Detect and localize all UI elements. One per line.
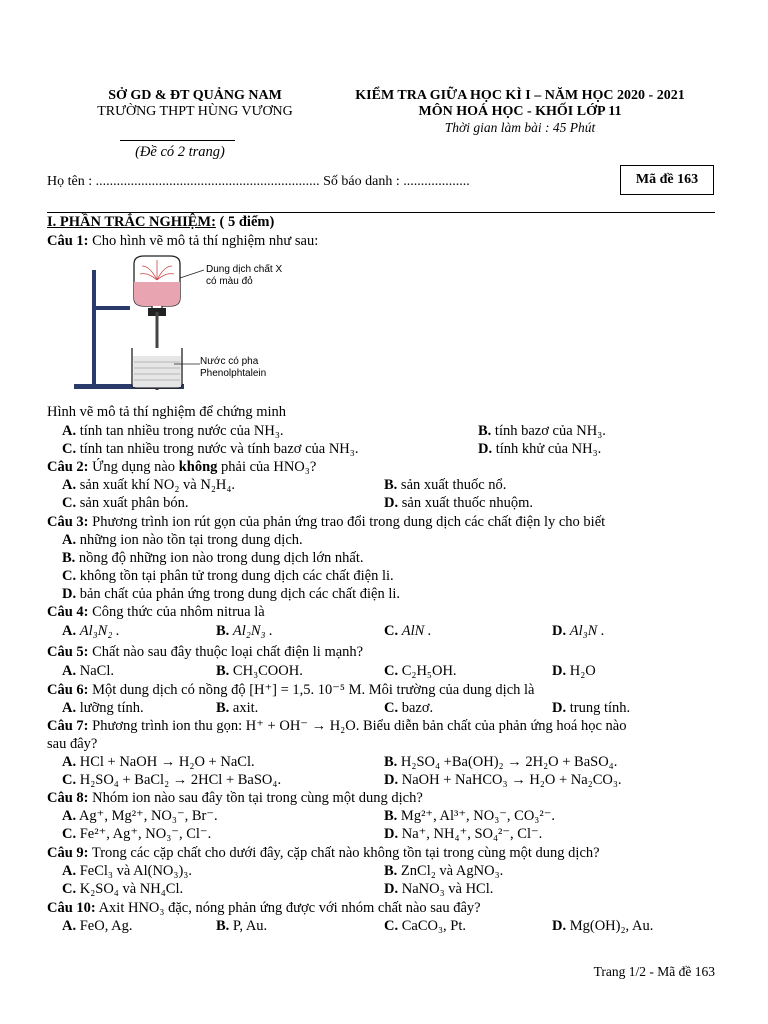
diagram-label-solution: Dung dịch chất X bbox=[206, 264, 283, 275]
question-text: Phương trình ion thu gọn: H⁺ + OH⁻ → H₂O. Biểu diễn bản chất của phản ứng hoá học nào bbox=[88, 718, 627, 734]
question-7 bbox=[47, 718, 627, 735]
option-text: lưỡng tính. bbox=[79, 700, 144, 716]
option-text: Mg²⁺, Al³⁺, NO₃⁻, CO₃²⁻. bbox=[400, 808, 555, 824]
exam-title: KIỂM TRA GIỮA HỌC KÌ I – NĂM HỌC 2020 - 2021 bbox=[355, 88, 685, 103]
header-divider bbox=[120, 140, 235, 141]
section-points: ( 5 điểm) bbox=[215, 214, 275, 230]
option-text: tính tan nhiều trong nước và tính bazơ của NH₃. bbox=[79, 441, 359, 457]
q6-option-d[interactable] bbox=[552, 700, 630, 717]
option-letter: B. bbox=[478, 423, 492, 439]
q9-option-b[interactable] bbox=[384, 863, 503, 880]
option-text: NaCl. bbox=[79, 663, 114, 679]
option-letter: D. bbox=[384, 826, 399, 842]
option-text: FeO, Ag. bbox=[79, 918, 133, 934]
q6-option-a[interactable] bbox=[62, 700, 144, 717]
option-text: sản xuất phân bón. bbox=[79, 495, 189, 511]
subject-title: MÔN HOÁ HỌC - KHỐI LỚP 11 bbox=[418, 104, 622, 119]
q10-option-b[interactable] bbox=[216, 918, 267, 935]
q1-option-c[interactable] bbox=[62, 441, 358, 458]
option-letter: D. bbox=[384, 772, 399, 788]
q10-option-c[interactable] bbox=[384, 918, 466, 935]
q4-option-a[interactable] bbox=[62, 623, 120, 640]
question-text: Ứng dụng nào bbox=[88, 459, 179, 475]
stand-clamp bbox=[92, 306, 130, 310]
q2-option-a[interactable] bbox=[62, 477, 235, 494]
school-name: TRƯỜNG THPT HÙNG VƯƠNG bbox=[97, 104, 293, 119]
option-letter: D. bbox=[384, 495, 399, 511]
option-text: ZnCl₂ và AgNO₃. bbox=[400, 863, 504, 879]
question-number: Câu 6: bbox=[47, 682, 89, 698]
question-number: Câu 3: bbox=[47, 514, 89, 530]
option-text: sản xuất thuốc nổ. bbox=[400, 477, 507, 493]
question-number: Câu 2: bbox=[47, 459, 89, 475]
label-leader-1 bbox=[180, 270, 204, 278]
q6-option-b[interactable] bbox=[216, 700, 258, 717]
option-text: NaNO₃ và HCl. bbox=[401, 881, 494, 897]
option-letter: C. bbox=[384, 663, 399, 679]
q2-option-c[interactable] bbox=[62, 495, 188, 512]
q3-option-b[interactable] bbox=[62, 550, 363, 567]
question-number: Câu 4: bbox=[47, 604, 89, 620]
option-letter: D. bbox=[552, 663, 567, 679]
question-text: Phương trình ion rút gọn của phản ứng trao đổi trong dung dịch các chất điện ly cho biết bbox=[88, 514, 606, 530]
option-letter: C. bbox=[62, 881, 77, 897]
option-letter: D. bbox=[62, 586, 77, 602]
option-letter: A. bbox=[62, 808, 77, 824]
option-text: Al₂N₃ . bbox=[232, 623, 273, 639]
option-letter: A. bbox=[62, 663, 77, 679]
question-text: Cho hình vẽ mô tả thí nghiệm như sau: bbox=[88, 233, 319, 249]
q7-option-c[interactable] bbox=[62, 772, 281, 789]
department-name: SỞ GD & ĐT QUẢNG NAM bbox=[108, 88, 282, 103]
question-number: Câu 10: bbox=[47, 900, 96, 916]
section-heading bbox=[47, 214, 274, 231]
option-text: tính bazơ của NH₃. bbox=[494, 423, 606, 439]
section-divider bbox=[47, 212, 715, 213]
q1-option-b[interactable] bbox=[478, 423, 606, 440]
option-letter: B. bbox=[216, 700, 230, 716]
question-5 bbox=[47, 644, 363, 661]
beaker-water bbox=[133, 356, 181, 387]
question-1-prompt: Hình vẽ mô tả thí nghiệm để chứng minh bbox=[47, 404, 287, 420]
option-text: P, Au. bbox=[232, 918, 268, 934]
option-text: Fe²⁺, Ag⁺, NO₃⁻, Cl⁻. bbox=[79, 826, 212, 842]
q6-option-c[interactable] bbox=[384, 700, 433, 717]
option-letter: A. bbox=[62, 623, 77, 639]
option-letter: C. bbox=[62, 826, 77, 842]
option-letter: D. bbox=[478, 441, 493, 457]
q3-option-a[interactable] bbox=[62, 532, 303, 549]
exam-code-box: Mã đề 163 bbox=[620, 165, 714, 195]
option-letter: C. bbox=[384, 700, 399, 716]
option-text: những ion nào tồn tại trong dung dịch. bbox=[79, 532, 303, 548]
option-text: bản chất của phản ứng trong dung dịch các chất điện li. bbox=[79, 586, 401, 602]
q1-option-a[interactable] bbox=[62, 423, 284, 440]
student-info-line: Họ tên : ................................................................ Số báo danh : ................... bbox=[47, 174, 470, 189]
q1-option-d[interactable] bbox=[478, 441, 601, 458]
option-text: K₂SO₄ và NH₄Cl. bbox=[79, 881, 184, 897]
option-letter: B. bbox=[384, 477, 398, 493]
option-letter: A. bbox=[62, 918, 77, 934]
option-text: Ag⁺, Mg²⁺, NO₃⁻, Br⁻. bbox=[78, 808, 218, 824]
option-text: CaCO₃, Pt. bbox=[401, 918, 467, 934]
q10-option-d[interactable] bbox=[552, 918, 653, 935]
option-letter: C. bbox=[62, 772, 77, 788]
question-3 bbox=[47, 514, 605, 531]
section-title: I. PHẦN TRẮC NGHIỆM: bbox=[47, 214, 216, 230]
option-text: Na⁺, NH₄⁺, SO₄²⁻, Cl⁻. bbox=[401, 826, 543, 842]
option-letter: C. bbox=[384, 918, 399, 934]
q3-option-c[interactable] bbox=[62, 568, 394, 585]
q5-option-a[interactable] bbox=[62, 663, 114, 680]
q8-option-d[interactable] bbox=[384, 826, 542, 843]
question-7-continued: sau đây? bbox=[47, 736, 98, 752]
option-letter: B. bbox=[216, 918, 230, 934]
q8-option-b[interactable] bbox=[384, 808, 555, 825]
option-text: CH₃COOH. bbox=[232, 663, 303, 679]
question-number: Câu 8: bbox=[47, 790, 89, 806]
diagram-label-indicator: Phenolphtalein bbox=[200, 368, 267, 379]
option-letter: B. bbox=[216, 663, 230, 679]
q8-option-a[interactable] bbox=[62, 808, 218, 825]
question-text: Nhóm ion nào sau đây tồn tại trong cùng một dung dịch? bbox=[88, 790, 423, 806]
q2-option-d[interactable] bbox=[384, 495, 533, 512]
page-count-note: (Đề có 2 trang) bbox=[135, 144, 225, 160]
option-text: nồng độ những ion nào trong dung dịch lớn nhất. bbox=[78, 550, 364, 566]
option-text: C₂H₅OH. bbox=[401, 663, 457, 679]
experiment-diagram bbox=[62, 252, 322, 400]
q7-option-b[interactable] bbox=[384, 754, 617, 771]
option-letter: B. bbox=[384, 754, 398, 770]
q8-option-c[interactable] bbox=[62, 826, 211, 843]
question-4 bbox=[47, 604, 265, 621]
option-text: FeCl₃ và Al(NO₃)₃. bbox=[79, 863, 192, 879]
option-text: Al₃N . bbox=[569, 623, 605, 639]
option-letter: B. bbox=[384, 808, 398, 824]
time-limit: Thời gian làm bài : 45 Phút bbox=[444, 120, 596, 135]
q5-option-d[interactable] bbox=[552, 663, 596, 680]
question-2 bbox=[47, 459, 316, 476]
q7-option-a[interactable] bbox=[62, 754, 255, 771]
option-letter: C. bbox=[62, 495, 77, 511]
option-letter: B. bbox=[62, 550, 76, 566]
option-text: Mg(OH)₂, Au. bbox=[569, 918, 654, 934]
question-9 bbox=[47, 845, 600, 862]
q9-option-d[interactable] bbox=[384, 881, 493, 898]
q9-option-c[interactable] bbox=[62, 881, 183, 898]
question-text: Một dung dịch có nồng độ [H⁺] = 1,5. 10⁻⁵ M. Môi trường của dung dịch là bbox=[88, 682, 535, 698]
q4-option-b[interactable] bbox=[216, 623, 273, 640]
option-letter: C. bbox=[62, 568, 77, 584]
page-footer: Trang 1/2 - Mã đề 163 bbox=[593, 964, 715, 979]
q4-option-d[interactable] bbox=[552, 623, 605, 640]
question-number: Câu 5: bbox=[47, 644, 89, 660]
question-number: Câu 7: bbox=[47, 718, 89, 734]
question-text: Trong các cặp chất cho dưới đây, cặp chất nào không tồn tại trong cùng một dung dịch? bbox=[88, 845, 600, 861]
question-text: Axit HNO₃ đặc, nóng phản ứng được với nhóm chất nào sau đây? bbox=[95, 900, 481, 916]
option-letter: B. bbox=[384, 863, 398, 879]
diagram-label-water: Nước có pha bbox=[200, 356, 259, 367]
stand-rod bbox=[92, 270, 96, 386]
option-letter: A. bbox=[62, 532, 77, 548]
option-letter: B. bbox=[216, 623, 230, 639]
option-text: NaOH + NaHCO₃ → H₂O + Na₂CO₃. bbox=[401, 772, 622, 788]
question-number: Câu 9: bbox=[47, 845, 89, 861]
question-emphasis: không bbox=[178, 459, 218, 475]
question-text: Công thức của nhôm nitrua là bbox=[88, 604, 265, 620]
option-letter: C. bbox=[384, 623, 399, 639]
q3-option-d[interactable] bbox=[62, 586, 400, 603]
option-letter: C. bbox=[62, 441, 77, 457]
option-text: tính tan nhiều trong nước của NH₃. bbox=[79, 423, 284, 439]
option-text: H₂O bbox=[569, 663, 596, 679]
option-letter: D. bbox=[552, 623, 567, 639]
option-text: sản xuất khí NO₂ và N₂H₄. bbox=[79, 477, 236, 493]
q4-option-c[interactable] bbox=[384, 623, 432, 640]
question-1 bbox=[47, 233, 318, 250]
option-text: sản xuất thuốc nhuộm. bbox=[401, 495, 534, 511]
q5-option-b[interactable] bbox=[216, 663, 303, 680]
option-letter: A. bbox=[62, 423, 77, 439]
q10-option-a[interactable] bbox=[62, 918, 133, 935]
option-text: H₂SO₄ +Ba(OH)₂ → 2H₂O + BaSO₄. bbox=[400, 754, 618, 770]
question-number: Câu 1: bbox=[47, 233, 89, 249]
question-text: Chất nào sau đây thuộc loại chất điện li mạnh? bbox=[88, 644, 364, 660]
q2-option-b[interactable] bbox=[384, 477, 506, 494]
option-letter: D. bbox=[552, 918, 567, 934]
option-letter: A. bbox=[62, 700, 77, 716]
option-letter: D. bbox=[384, 881, 399, 897]
question-10 bbox=[47, 900, 481, 917]
option-text: bazơ. bbox=[401, 700, 434, 716]
option-text: axit. bbox=[232, 700, 259, 716]
option-text: Al₃N₂ . bbox=[79, 623, 120, 639]
option-text: trung tính. bbox=[569, 700, 631, 716]
option-text: không tồn tại phân tử trong dung dịch các chất điện li. bbox=[79, 568, 394, 584]
q7-option-d[interactable] bbox=[384, 772, 622, 789]
option-text: H₂SO₄ + BaCl₂ → 2HCl + BaSO₄. bbox=[79, 772, 282, 788]
question-text: phải của HNO₃? bbox=[217, 459, 317, 475]
option-text: HCl + NaOH → H₂O + NaCl. bbox=[79, 754, 255, 770]
option-letter: A. bbox=[62, 477, 77, 493]
diagram-label-solution-color: có màu đỏ bbox=[206, 276, 253, 287]
red-solution bbox=[134, 282, 180, 306]
option-letter: D. bbox=[552, 700, 567, 716]
option-text: AlN . bbox=[401, 623, 432, 639]
q9-option-a[interactable] bbox=[62, 863, 192, 880]
question-8 bbox=[47, 790, 423, 807]
option-letter: A. bbox=[62, 754, 77, 770]
question-6 bbox=[47, 682, 535, 699]
option-letter: A. bbox=[62, 863, 77, 879]
q5-option-c[interactable] bbox=[384, 663, 457, 680]
option-text: tính khử của NH₃. bbox=[495, 441, 602, 457]
